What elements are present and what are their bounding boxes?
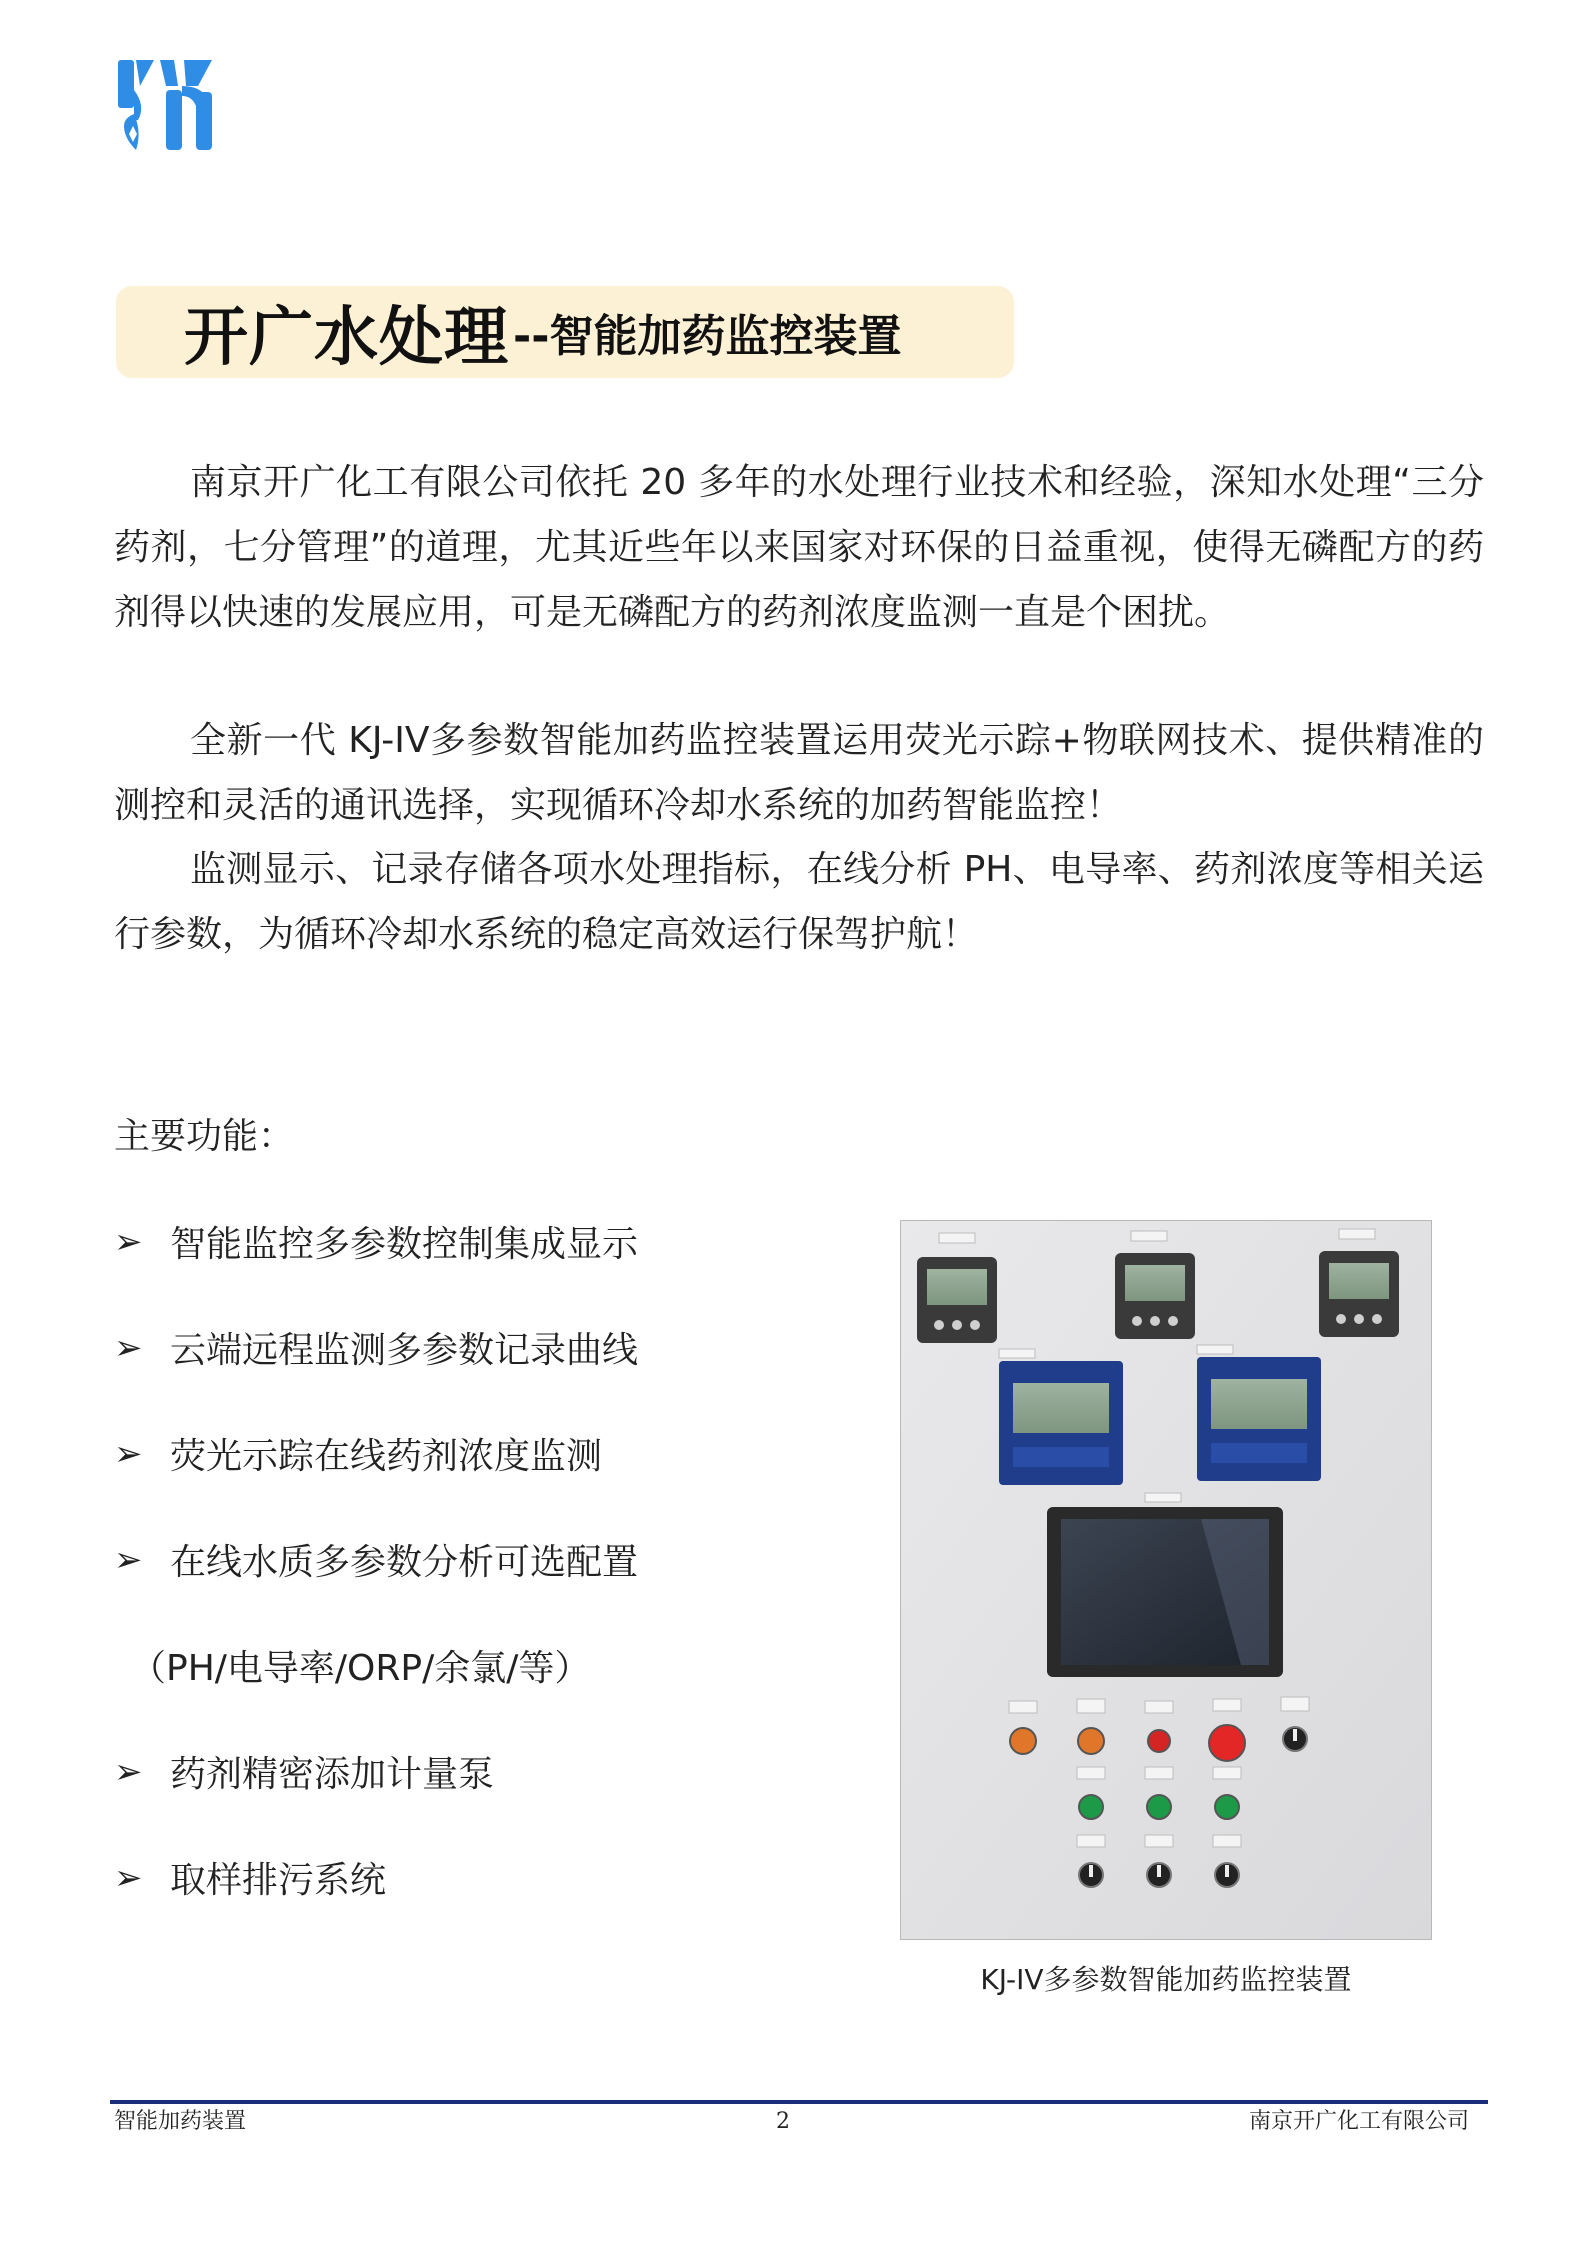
arrow-bullet-icon: ➢ <box>114 1221 143 1262</box>
feature-text: 取样排污系统 <box>170 1860 387 1901</box>
title-banner <box>116 286 1014 378</box>
feature-item <box>114 1852 386 1903</box>
title-sub: --智能加药监控装置 <box>513 311 902 362</box>
feature-item <box>114 1428 602 1479</box>
arrow-bullet-icon: ➢ <box>114 1857 143 1898</box>
kg-logo-icon <box>112 56 220 154</box>
footer-company: 南京开广化工有限公司 <box>1248 2109 1469 2134</box>
photo-caption: KJ-IV多参数智能加药监控装置 <box>980 1963 1352 1996</box>
feature-text: 在线水质多参数分析可选配置 <box>170 1542 639 1583</box>
features-heading: 主要功能： <box>114 1116 295 1157</box>
footer-doc-title: 智能加药装置 <box>114 2109 247 2134</box>
feature-item <box>114 1322 638 1373</box>
title-main: 开广水处理 <box>184 301 509 375</box>
feature-item <box>114 1746 494 1797</box>
feature-item <box>114 1534 638 1585</box>
feature-text: 荧光示踪在线药剂浓度监测 <box>170 1436 603 1477</box>
arrow-bullet-icon: ➢ <box>114 1327 143 1368</box>
product-paragraph: 全新一代 KJ-IV多参数智能加药监控装置运用荧光示踪+物联网技术、提供精准的测控和灵活的通讯选择，实现循环冷却水系统的加药智能监控！ <box>114 720 1484 826</box>
control-panel-illustration <box>901 1221 1431 1939</box>
arrow-bullet-icon: ➢ <box>114 1751 143 1792</box>
monitoring-paragraph: 监测显示、记录存储各项水处理指标，在线分析 PH、电导率、药剂浓度等相关运行参数，为循环冷却水系统的稳定高效运行保驾护航！ <box>114 849 1484 955</box>
feature-text: 智能监控多参数控制集成显示 <box>170 1224 639 1265</box>
arrow-bullet-icon: ➢ <box>114 1433 143 1474</box>
company-logo <box>112 56 220 154</box>
control-panel-photo <box>900 1220 1432 1940</box>
intro-paragraph: 南京开广化工有限公司依托 20 多年的水处理行业技术和经验，深知水处理“三分药剂，七分管理”的道理，尤其近些年以来国家对环保的日益重视，使得无磷配方的药剂得以快速的发展应用，可是无磷配方的药剂浓度监测一直是个困扰。 <box>114 462 1484 633</box>
feature-item <box>114 1216 638 1267</box>
arrow-bullet-icon: ➢ <box>114 1539 143 1580</box>
feature-text: 药剂精密添加计量泵 <box>170 1754 495 1795</box>
feature-text: 云端远程监测多参数记录曲线 <box>170 1330 639 1371</box>
feature-note: （PH/电导率/ORP/余氯/等） <box>130 1648 591 1689</box>
footer-page-number: 2 <box>776 2109 790 2134</box>
